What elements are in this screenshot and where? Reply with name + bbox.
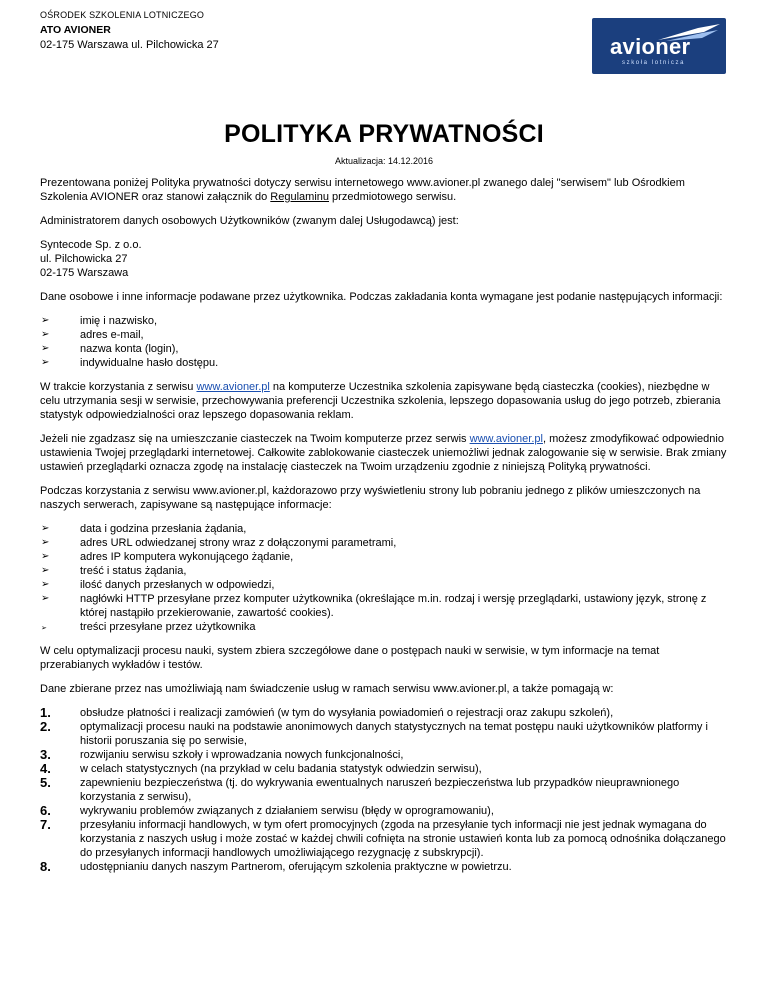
arrow-bullet-icon: ➢ (41, 343, 50, 354)
account-data-list (40, 314, 730, 370)
logs-intro: Podczas korzystania z serwisu www.avioner.pl, każdorazowo przy wyświetleniu strony lub pobraniu jednego z plików umieszczonych na naszych serwerach, zapisywane są następujące informacje: (40, 485, 701, 511)
update-date: Aktualizacja: 14.12.2016 (334, 156, 434, 166)
regulamin-link[interactable]: Regulaminu (270, 191, 329, 203)
arrow-bullet-icon: ➢ (41, 537, 50, 548)
arrow-bullet-icon: ➢ (41, 523, 50, 534)
list-item: 4. w celach statystycznych (na przykład w celu badania statystyk odwiedzin serwisu), (40, 761, 482, 776)
avioner-link[interactable]: www.avioner.pl (196, 381, 270, 393)
list-item: 5. zapewnieniu bezpieczeństwa (tj. do wykrywania ewentualnych naruszeń bezpieczeństwa lub przypadków nieuprawnionego korzystania z serwisu), (40, 775, 680, 803)
list-item: ➢ adres IP komputera wykonującego żądanie, (41, 551, 294, 563)
list-item: ➢ adres e-mail, (41, 329, 144, 341)
arrow-bullet-icon: ➢ (41, 315, 50, 326)
usage-list (40, 706, 730, 874)
admin-intro: Administratorem danych osobowych Użytkowników (zwanym dalej Usługodawcą) jest: (40, 215, 459, 227)
letterhead (40, 8, 219, 53)
page-title: POLITYKA PRYWATNOŚCI (224, 120, 544, 148)
usage-intro: Dane zbierane przez nas umożliwiają nam świadczenie usług w ramach serwisu www.avioner.pl, a także pomagają w: (40, 683, 614, 695)
arrow-bullet-icon: ➢ (41, 551, 50, 562)
list-item: 2. optymalizacji procesu nauki na podstawie anonimowych danych statystycznych na temat postępu nauki użytkowników platformy i historii poruszania się po serwisie, (40, 719, 708, 747)
list-item: 7. przesyłaniu informacji handlowych, w tym ofert promocyjnych (zgoda na przesyłanie tych informacji nie jest jednak wymagana do korzystania z naszych usług i może zostać w każdej chwili cofnięta na stronie ustawień konta lub za pomocą odnośnika dołączanego do przesyłanych informacji handlowych umożliwiającego rezygnację z subskrypcji). (40, 817, 726, 859)
list-item: ➢ adres URL odwiedzanej strony wraz z dołączonymi parametrami, (41, 537, 397, 549)
list-item: 1. obsłudze płatności i realizacji zamówień (w tym do wysyłania powiadomień o rejestracji oraz zakupu szkoleń), (40, 705, 614, 720)
personal-data-intro: Dane osobowe i inne informacje podawane przez użytkownika. Podczas zakładania konta wymagane jest podanie następujących informacji: (40, 291, 723, 303)
school-name-line: ATO AVIONER (40, 24, 111, 36)
list-item: 6. wykrywaniu problemów związanych z działaniem serwisu (błędy w oprogramowaniu), (40, 803, 494, 818)
avioner-link[interactable]: www.avioner.pl (469, 433, 543, 445)
avioner-logo (592, 18, 726, 74)
address-line: 02-175 Warszawa ul. Pilchowicka 27 (40, 39, 219, 51)
cookies-settings-paragraph: Jeżeli nie zgadzasz się na umieszczanie ciasteczek na Twoim komputerze przez serwis www.avioner.pl, możesz zmodyfikować odpowiednio ustawienia Twojej przeglądarki internetowej. Całkowite zablokowanie ciasteczek uniemożliwi jednak zalogowanie się w serwisie. Brak zmiany ustawień przeglądarki oznacza zgodę na instalację ciasteczek na Twoim urządzeniu zgodnie z niniejszą Polityką prywatności. (40, 433, 727, 473)
list-item: ➢ data i godzina przesłania żądania, (41, 523, 247, 535)
logged-info-list (40, 522, 730, 634)
logo-subtitle: szkoła lotnicza (622, 60, 686, 66)
arrow-bullet-icon: ➢ (41, 357, 50, 368)
list-item: 3. rozwijaniu serwisu szkoły i wprowadzania nowych funkcjonalności, (40, 747, 404, 762)
arrow-bullet-icon: ➢ (41, 593, 50, 604)
list-item: ➢ nazwa konta (login), (41, 343, 179, 355)
intro-paragraph: Prezentowana poniżej Polityka prywatności dotyczy serwisu internetowego www.avioner.pl zwanego dalej "serwisem" lub Ośrodkiem Szkolenia AVIONER oraz stanowi załącznik do Regulaminu przedmiotowego serwisu. (40, 177, 685, 203)
arrow-bullet-icon: ➢ (41, 579, 50, 590)
logo-word: avioner (610, 34, 691, 59)
list-item: ➢ indywidualne hasło dostępu. (41, 357, 219, 369)
list-item: ➢ treści przesyłane przez użytkownika (40, 620, 730, 634)
policy-body (40, 176, 730, 874)
list-item: ➢ ilość danych przesłanych w odpowiedzi, (41, 579, 275, 591)
list-item: ➢ nagłówki HTTP przesyłane przez komputer użytkownika (określające m.in. rodzaj i wersję przeglądarki, ustawiony język, stronę z której nastąpiło przekierowanie, zawartość cookies). (41, 593, 707, 619)
arrow-bullet-icon: ➢ (41, 329, 50, 340)
arrow-bullet-icon: ➢ (41, 625, 47, 632)
progress-paragraph: W celu optymalizacji procesu nauki, system zbiera szczegółowe dane o postępach nauki w serwisie, w tym informacje na temat przerabianych wykładów i testów. (40, 645, 660, 671)
list-item: ➢ imię i nazwisko, (41, 315, 158, 327)
list-item: ➢ treść i status żądania, (41, 565, 187, 577)
school-type-line: OŚRODEK SZKOLENIA LOTNICZEGO (40, 10, 205, 20)
list-item: 8. udostępnianiu danych naszym Partnerom, oferującym szkolenia praktyczne w powietrzu. (40, 859, 512, 874)
arrow-bullet-icon: ➢ (41, 565, 50, 576)
company-address: Syntecode Sp. z o.o. ul. Pilchowicka 27 02-175 Warszawa (40, 239, 142, 279)
cookies-paragraph: W trakcie korzystania z serwisu www.avioner.pl na komputerze Uczestnika szkolenia zapisywane będą ciasteczka (cookies), niezbędne w celu utrzymania sesji w serwisie, przechowywania preferencji Uczestnika szkolenia, lepszego dopasowania usług do jego potrzeb, zbierania statystyk odpowiedzialności oraz lepszego dopasowania reklam. (40, 381, 721, 421)
